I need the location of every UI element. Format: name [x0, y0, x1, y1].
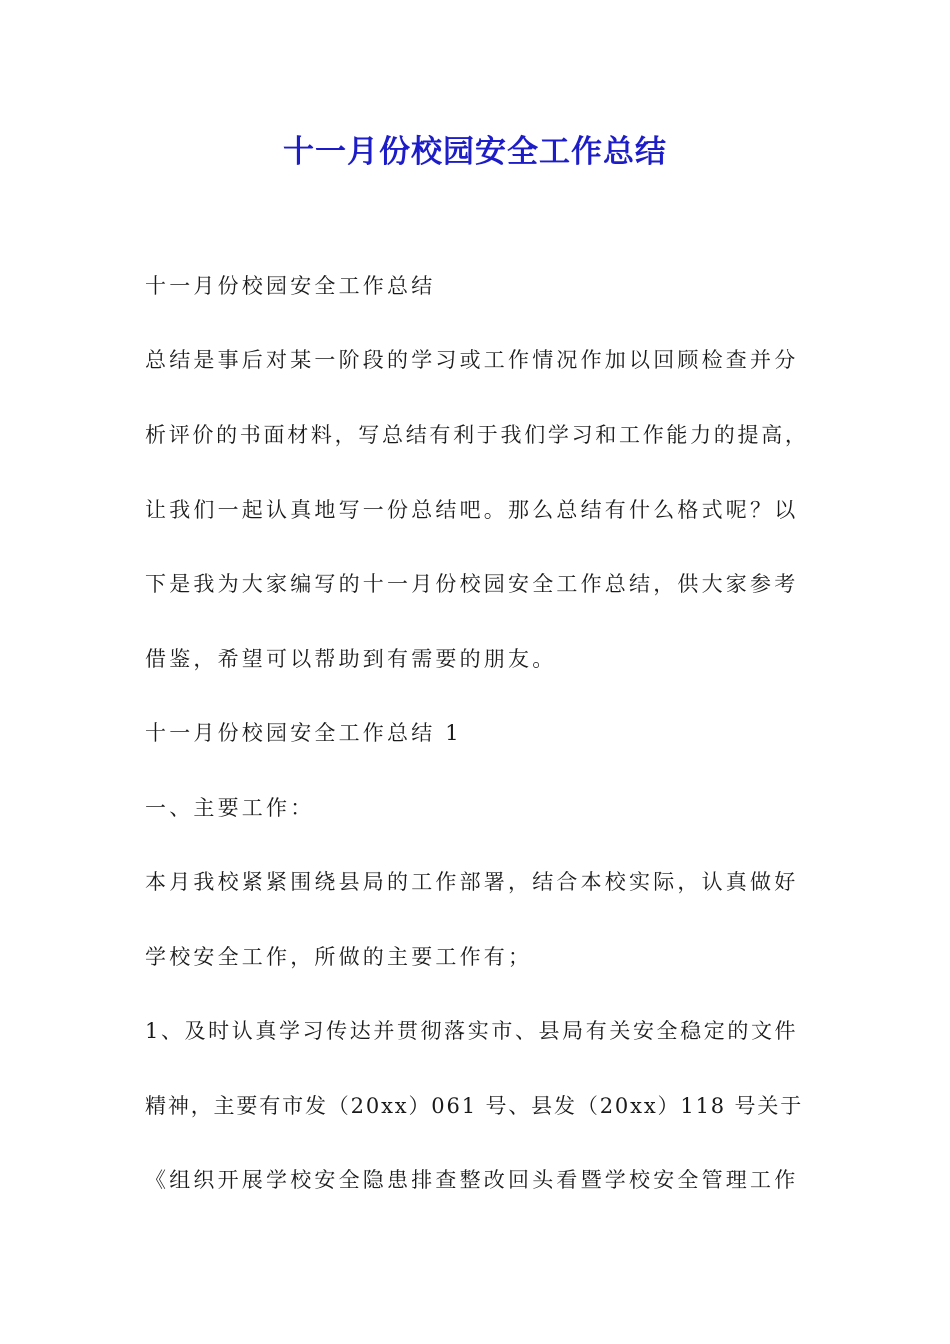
document-title: 十一月份校园安全工作总结	[283, 134, 667, 170]
body-line: 让我们一起认真地写一份总结吧。那么总结有什么格式呢？以	[145, 498, 799, 522]
subsection-heading: 一、主要工作：	[145, 796, 315, 820]
section-heading: 十一月份校园安全工作总结 1	[145, 721, 462, 745]
body-line: 总结是事后对某一阶段的学习或工作情况作加以回顾检查并分	[145, 348, 799, 372]
body-line: 学校安全工作，所做的主要工作有；	[145, 945, 533, 969]
body-line: 精神，主要有市发（20xx）061 号、县发（20xx）118 号关于	[145, 1094, 804, 1118]
list-item-line: 1、及时认真学习传达并贯彻落实市、县局有关安全稳定的文件	[145, 1019, 799, 1043]
body-line: 本月我校紧紧围绕县局的工作部署，结合本校实际，认真做好	[145, 870, 799, 894]
body-line: 下是我为大家编写的十一月份校园安全工作总结，供大家参考	[145, 572, 799, 596]
body-line: 《组织开展学校安全隐患排查整改回头看暨学校安全管理工作	[145, 1168, 799, 1192]
body-line: 析评价的书面材料，写总结有利于我们学习和工作能力的提高，	[145, 423, 809, 447]
body-line: 借鉴，希望可以帮助到有需要的朋友。	[145, 647, 557, 671]
subtitle-line: 十一月份校园安全工作总结	[145, 274, 436, 298]
